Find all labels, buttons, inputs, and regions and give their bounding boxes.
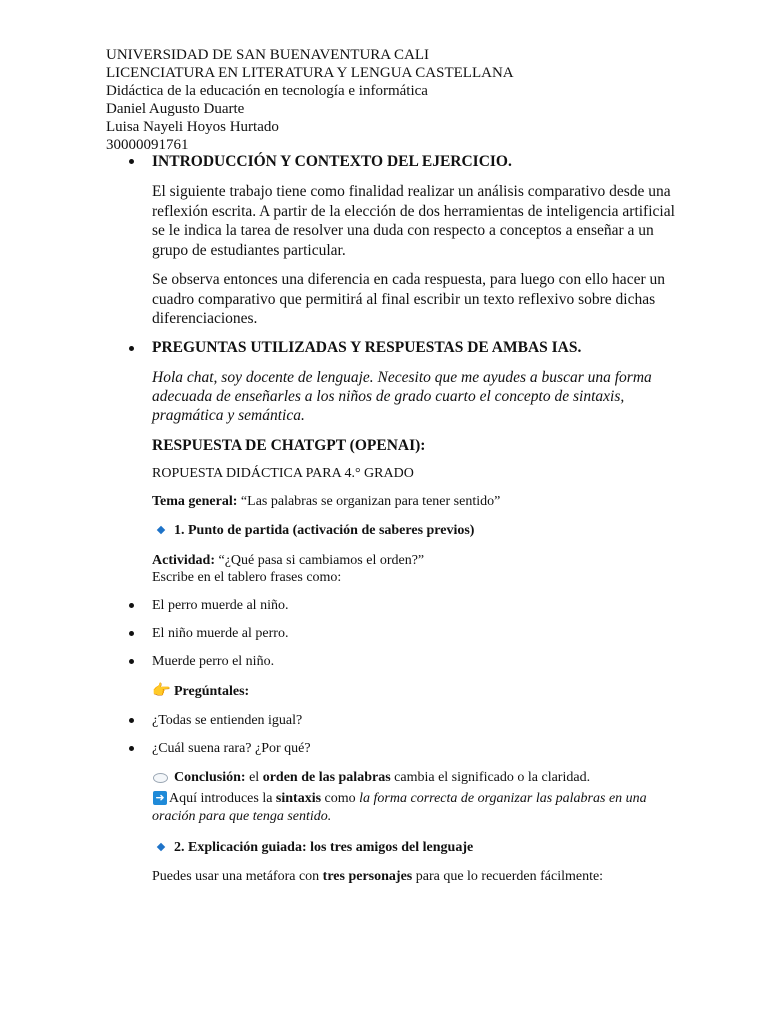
question-line3: pragmática y semántica. [152, 407, 305, 424]
bullet-dot-icon [129, 746, 134, 751]
bullet-dot-icon [129, 159, 134, 164]
metaphor-line [152, 867, 603, 886]
section1-para2-line2: cuadro comparativo que permitirá al final escribir un texto reflexivo sobre dichas [152, 291, 656, 308]
section1-para2-line3: diferenciaciones. [152, 310, 258, 327]
question-line1: Hola chat, soy docente de lenguaje. Necesito que me ayudes a buscar una forma [152, 369, 652, 386]
bullet-dot-icon [129, 659, 134, 664]
author-name-1: Daniel Augusto Duarte [106, 101, 245, 117]
question-line2: adecuada de enseñarles a los niños de grado cuarto el concepto de sintaxis, [152, 388, 625, 405]
ask-label: Pregúntales: [174, 684, 250, 699]
activity-label: Actividad: [152, 553, 215, 568]
activity-line2: Escribe en el tablero frases como: [152, 570, 342, 585]
phrase-3: Muerde perro el niño. [152, 654, 275, 669]
intro-bold: sintaxis [275, 791, 322, 806]
bullet-dot-icon [129, 346, 134, 351]
section2-title: PREGUNTAS UTILIZADAS Y RESPUESTAS DE AMBAS IAS. [152, 339, 582, 356]
conclusion-text-1: el [245, 770, 263, 785]
phrase-2: El niño muerde al perro. [152, 626, 289, 641]
intro-italic-1: la forma correcta de organizar las palabras en una [359, 791, 647, 806]
author-name-2: Luisa Nayeli Hoyos Hurtado [106, 119, 279, 135]
conclusion-text-2: cambia el significado o la claridad. [390, 770, 591, 785]
section1-para2-line1: Se observa entonces una diferencia en cada respuesta, para luego con ello hacer un [152, 271, 665, 288]
intro-line1 [169, 789, 647, 808]
activity-text: “¿Qué pasa si cambiamos el orden?” [215, 553, 425, 568]
pointing-hand-icon: 👉 [152, 683, 171, 699]
blue-diamond-icon [157, 843, 165, 851]
section1-para1-line2: reflexión escrita. A partir de la elección de dos herramientas de inteligencia artificial [152, 203, 675, 220]
program-name: LICENCIATURA EN LITERATURA Y LENGUA CASTELLANA [106, 65, 514, 81]
response-title: RESPUESTA DE CHATGPT (OPENAI): [152, 437, 426, 454]
conclusion-label: Conclusión: [174, 770, 246, 785]
point2-title: 2. Explicación guiada: los tres amigos del lenguaje [174, 840, 474, 855]
section1-title: INTRODUCCIÓN Y CONTEXTO DEL EJERCICIO. [152, 153, 512, 170]
intro-line2: oración para que tenga sentido. [152, 809, 332, 824]
university-name: UNIVERSIDAD DE SAN BUENAVENTURA CALI [106, 47, 430, 63]
conclusion-bold: orden de las palabras [262, 770, 391, 785]
speech-bubble-icon [153, 773, 168, 783]
bullet-dot-icon [129, 603, 134, 608]
ask-question-2: ¿Cuál suena rara? ¿Por qué? [152, 741, 311, 756]
theme-text: “Las palabras se organizan para tener sentido” [237, 494, 501, 509]
course-name: Didáctica de la educación en tecnología e informática [106, 83, 428, 99]
proposal-title: ROPUESTA DIDÁCTICA PARA 4.° GRADO [152, 466, 414, 481]
ask-question-1: ¿Todas se entienden igual? [152, 713, 303, 728]
theme-line [152, 492, 500, 511]
blue-diamond-icon [157, 526, 165, 534]
bullet-dot-icon [129, 631, 134, 636]
intro-text-1: Aquí introduces la [169, 791, 276, 806]
section1-para1-line4: grupo de estudiantes particular. [152, 242, 346, 259]
section1-para1-line1: El siguiente trabajo tiene como finalidad realizar un análisis comparativo desde una [152, 183, 671, 200]
section1-para1-line3: se le indica la tarea de resolver una duda con respecto a conceptos a enseñar a un [152, 222, 654, 239]
theme-label: Tema general: [152, 494, 238, 509]
bullet-dot-icon [129, 718, 134, 723]
metaphor-text-2: para que lo recuerden fácilmente: [412, 869, 604, 884]
conclusion-line [174, 768, 590, 787]
phrase-1: El perro muerde al niño. [152, 598, 289, 613]
metaphor-bold: tres personajes [322, 869, 413, 884]
right-arrow-icon: ➜ [153, 791, 167, 805]
point1-title: 1. Punto de partida (activación de saberes previos) [174, 523, 475, 538]
metaphor-text-1: Puedes usar una metáfora con [152, 869, 323, 884]
student-id: 30000091761 [106, 137, 189, 153]
intro-text-2: como [321, 791, 360, 806]
